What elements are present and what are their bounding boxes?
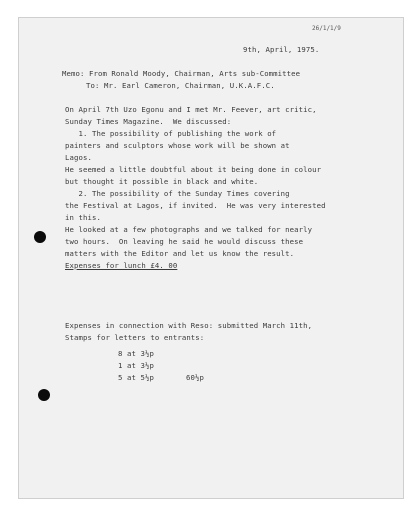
expenses-header: Expenses in connection with Reso: submitted March 11th, [65, 321, 313, 330]
stamp-line: 1 at 3½p [118, 361, 154, 370]
letter-date: 9th, April, 1975. [243, 45, 320, 54]
body-line: in this. [65, 213, 101, 222]
body-line: He looked at a few photographs and we talked for nearly [65, 225, 313, 234]
body-line: two hours. On leaving he said he would discuss these [65, 237, 304, 246]
body-line: the Festival at Lagos, if invited. He was very interested [65, 201, 326, 210]
punch-hole-bottom [38, 389, 50, 401]
body-line: Lagos. [65, 153, 92, 162]
body-line: He seemed a little doubtful about it being done in colour [65, 165, 322, 174]
stamp-line: 5 at 5½p [118, 373, 154, 382]
body-line: painters and sculptors whose work will be shown at [65, 141, 290, 150]
body-line: On April 7th Uzo Egonu and I met Mr. Feever, art critic, [65, 105, 317, 114]
stamps-line: Stamps for letters to entrants: [65, 333, 205, 342]
body-line: 2. The possibility of the Sunday Times covering [65, 189, 290, 198]
memo-from: Memo: From Ronald Moody, Chairman, Arts sub-Committee [62, 69, 301, 78]
body-line: Sunday Times Magazine. We discussed: [65, 117, 232, 126]
body-line: but thought it possible in black and white. [65, 177, 259, 186]
punch-hole-top [34, 231, 46, 243]
body-line: 1. The possibility of publishing the work of [65, 129, 277, 138]
lunch-expenses: Expenses for lunch £4. 00 [65, 261, 178, 270]
stamps-total: 60½p [186, 373, 204, 382]
body-line: matters with the Editor and let us know the result. [65, 249, 295, 258]
archive-reference: 26/1/1/9 [312, 25, 341, 32]
stamp-line: 8 at 3½p [118, 349, 154, 358]
memo-to: To: Mr. Earl Cameron, Chairman, U.K.A.F.C. [86, 81, 275, 90]
